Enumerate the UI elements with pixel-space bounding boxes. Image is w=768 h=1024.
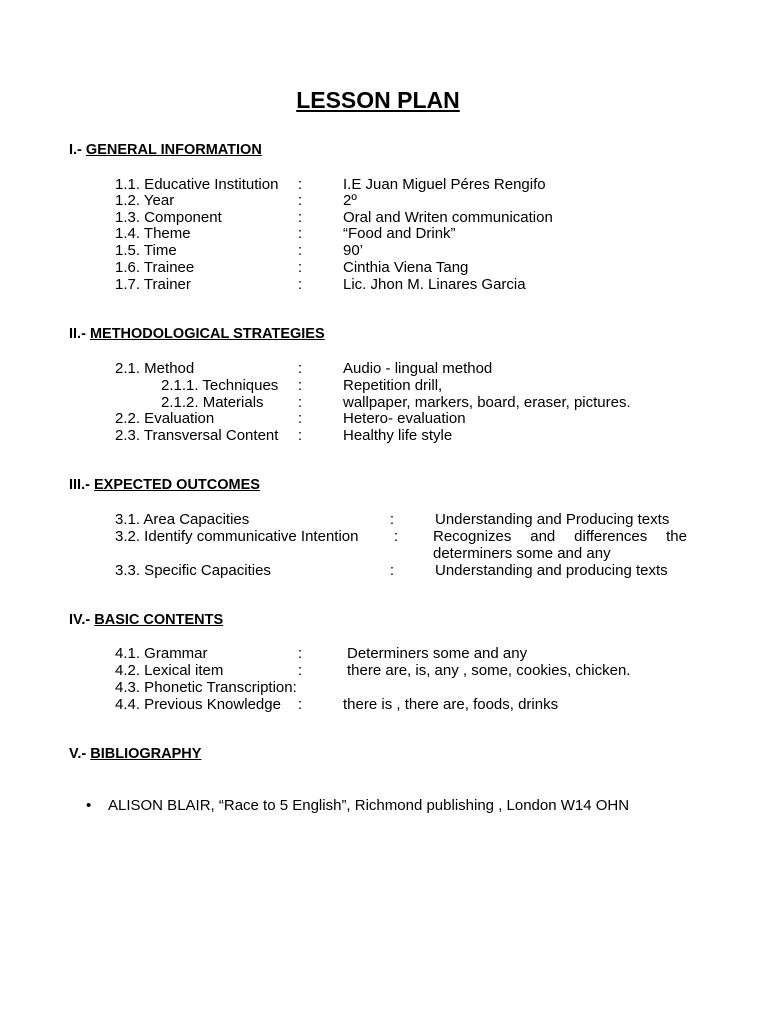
row-colon: :: [297, 394, 303, 411]
row-colon: :: [297, 225, 303, 242]
section-heading-outcomes: III.- EXPECTED OUTCOMES: [69, 477, 260, 493]
bibliography-item: ALISON BLAIR, “Race to 5 English”, Richmond publishing , London W14 OHN: [108, 797, 630, 814]
row-value: “Food and Drink”: [343, 225, 456, 242]
row-value: wallpaper, markers, board, eraser, pictures.: [343, 394, 631, 411]
row-colon: :: [297, 645, 303, 662]
section-heading-contents: IV.- BASIC CONTENTS: [69, 612, 224, 628]
row-value: Lic. Jhon M. Linares Garcia: [343, 276, 526, 293]
row-value: Audio - lingual method: [343, 360, 493, 377]
row-value: Repetition drill,: [343, 377, 443, 394]
row-label: 2.1.2. Materials: [161, 394, 264, 411]
row-colon: :: [389, 511, 395, 528]
row-colon: :: [393, 528, 399, 545]
row-label: 3.3. Specific Capacities: [115, 562, 271, 579]
row-label: 2.1. Method: [115, 360, 195, 377]
row-label: 3.1. Area Capacities: [115, 511, 250, 528]
row-label: 1.5. Time: [115, 242, 177, 259]
row-label: 1.4. Theme: [115, 225, 191, 242]
row-colon: :: [292, 679, 297, 696]
section-heading-general: I.- GENERAL INFORMATION: [69, 142, 262, 158]
row-colon: :: [297, 662, 303, 679]
row-value: Hetero- evaluation: [343, 410, 466, 427]
row-colon: :: [297, 192, 303, 209]
row-value: Cinthia Viena Tang: [343, 259, 469, 276]
bullet-icon: •: [86, 797, 92, 814]
row-label: 2.2. Evaluation: [115, 410, 215, 427]
row-label: 1.6. Trainee: [115, 259, 195, 276]
row-value: Oral and Writen communication: [343, 209, 553, 226]
document-title: LESSON PLAN: [296, 87, 460, 113]
section-heading-bibliography: V.- BIBLIOGRAPHY: [69, 746, 202, 762]
row-label: 4.1. Grammar: [115, 645, 208, 662]
row-label: 1.3. Component: [115, 209, 222, 226]
row-value: there is , there are, foods, drinks: [343, 696, 559, 713]
row-label: 1.7. Trainer: [115, 276, 191, 293]
row-label: 4.3. Phonetic Transcription:: [115, 679, 297, 696]
row-colon: :: [297, 259, 303, 276]
row-value: Understanding and Producing texts: [435, 511, 670, 528]
row-label: 1.2. Year: [115, 192, 175, 209]
row-colon: :: [297, 176, 303, 193]
row-colon: :: [297, 242, 303, 259]
row-value: 90’: [343, 242, 364, 259]
row-label: 4.4. Previous Knowledge: [115, 696, 281, 713]
row-value: there are, is, any , some, cookies, chicken.: [347, 662, 631, 679]
row-value: I.E Juan Miguel Péres Rengifo: [343, 176, 546, 193]
row-label: 4.2. Lexical item: [115, 662, 224, 679]
row-colon: :: [297, 276, 303, 293]
row-colon: :: [297, 427, 303, 444]
row-label: 2.3. Transversal Content: [115, 427, 279, 444]
row-value: Healthy life style: [343, 427, 453, 444]
row-colon: :: [297, 209, 303, 226]
row-colon: :: [297, 410, 303, 427]
row-value: Determiners some and any: [347, 645, 528, 662]
row-colon: :: [297, 360, 303, 377]
row-colon: :: [297, 377, 303, 394]
row-value: 2º: [343, 192, 357, 209]
row-colon: :: [389, 562, 395, 579]
row-label: 2.1.1. Techniques: [161, 377, 279, 394]
row-label: 1.1. Educative Institution: [115, 176, 279, 193]
row-value: Understanding and producing texts: [435, 562, 668, 579]
section-heading-methodological: II.- METHODOLOGICAL STRATEGIES: [69, 326, 325, 342]
row-label: 3.2. Identify communicative Intention: [115, 528, 359, 545]
row-colon: :: [297, 696, 303, 713]
row-value: Recognizes and differences the determiners some and any: [433, 528, 687, 562]
